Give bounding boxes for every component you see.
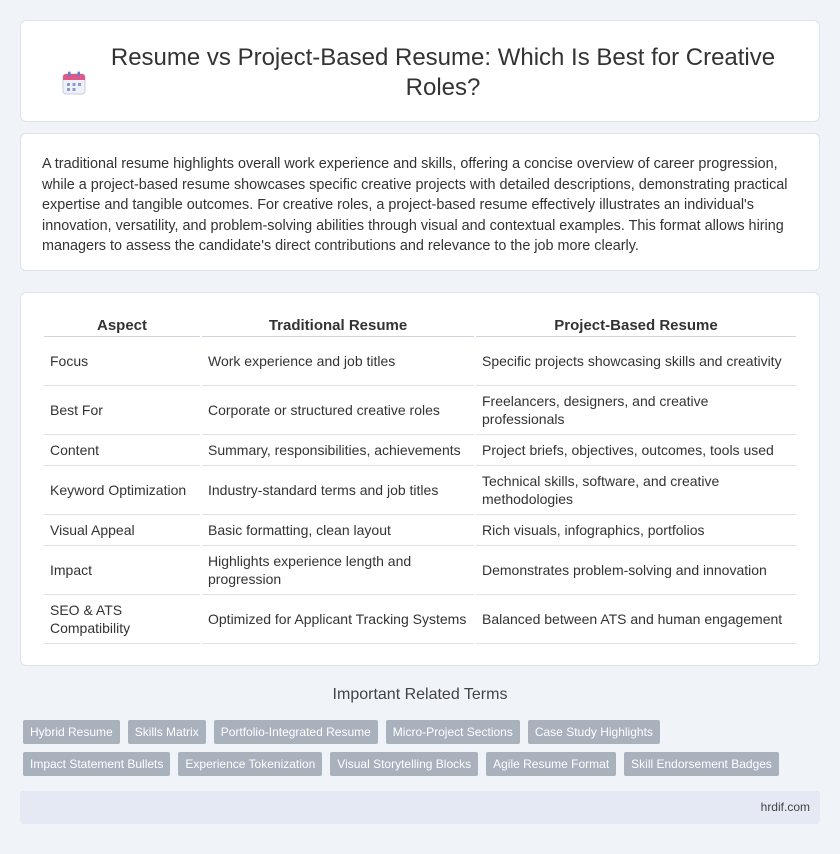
header-aspect: Aspect <box>44 315 200 337</box>
tag-experience-tokenization[interactable]: Experience Tokenization <box>178 752 322 776</box>
table-cell: Freelancers, designers, and creative professionals <box>476 386 796 435</box>
footer-site-link[interactable]: hrdif.com <box>760 800 810 814</box>
table-cell: Specific projects showcasing skills and creativity <box>476 337 796 386</box>
table-cell: Best For <box>44 386 200 435</box>
table-cell: Impact <box>44 546 200 595</box>
table-header-row <box>44 315 796 337</box>
header-traditional-resume: Traditional Resume <box>202 315 474 337</box>
tag-impact-statement-bullets[interactable]: Impact Statement Bullets <box>23 752 170 776</box>
table-cell: Keyword Optimization <box>44 466 200 515</box>
table-row <box>44 595 796 644</box>
related-terms-title: Important Related Terms <box>332 686 508 703</box>
tag-visual-storytelling-blocks[interactable]: Visual Storytelling Blocks <box>330 752 478 776</box>
tag-row <box>23 720 823 744</box>
tag-row <box>23 752 823 776</box>
table-cell: Visual Appeal <box>44 515 200 546</box>
tag-skills-matrix[interactable]: Skills Matrix <box>128 720 206 744</box>
table-cell: Industry-standard terms and job titles <box>202 466 474 515</box>
table-cell: Basic formatting, clean layout <box>202 515 474 546</box>
comparison-table-card <box>20 292 820 666</box>
table-cell: Project briefs, objectives, outcomes, tools used <box>476 435 796 466</box>
table-cell: SEO & ATS Compatibility <box>44 595 200 644</box>
table-cell: Demonstrates problem-solving and innovation <box>476 546 796 595</box>
tag-agile-resume-format[interactable]: Agile Resume Format <box>486 752 616 776</box>
table-cell: Highlights experience length and progression <box>202 546 474 595</box>
table-row <box>44 435 796 466</box>
footer <box>20 791 820 824</box>
table-row <box>44 337 796 386</box>
page-title: Resume vs Project-Based Resume: Which Is Best for Creative Roles? <box>110 44 776 101</box>
table-cell: Focus <box>44 337 200 386</box>
table-cell: Balanced between ATS and human engagement <box>476 595 796 644</box>
table-row <box>44 546 796 595</box>
table-cell: Corporate or structured creative roles <box>202 386 474 435</box>
header-project-based-resume: Project-Based Resume <box>476 315 796 337</box>
comparison-table <box>42 315 798 644</box>
tag-case-study-highlights[interactable]: Case Study Highlights <box>528 720 660 744</box>
table-cell: Optimized for Applicant Tracking Systems <box>202 595 474 644</box>
table-cell: Summary, responsibilities, achievements <box>202 435 474 466</box>
related-terms-tags <box>23 720 823 784</box>
tag-skill-endorsement-badges[interactable]: Skill Endorsement Badges <box>624 752 779 776</box>
table-cell: Content <box>44 435 200 466</box>
table-row <box>44 466 796 515</box>
intro-paragraph: A traditional resume highlights overall work experience and skills, offering a concise overview of career progression, while a project-based resume showcases specific creative projects with detailed descriptions, demonstrating practical expertise and tangible outcomes. For creative roles, a project-based resume effectively illustrates an individual's innovation, versatility, and problem-solving abilities through visual and contextual examples. This format allows hiring managers to assess the candidate's direct contributions and relevance to the job more clearly. <box>42 156 788 254</box>
title-card <box>20 20 820 122</box>
table-row <box>44 515 796 546</box>
intro-card <box>20 133 820 271</box>
table-row <box>44 386 796 435</box>
tag-hybrid-resume[interactable]: Hybrid Resume <box>23 720 120 744</box>
tag-portfolio-integrated-resume[interactable]: Portfolio-Integrated Resume <box>214 720 378 744</box>
tag-micro-project-sections[interactable]: Micro-Project Sections <box>386 720 520 744</box>
calendar-icon <box>61 70 87 96</box>
table-cell: Rich visuals, infographics, portfolios <box>476 515 796 546</box>
table-cell: Work experience and job titles <box>202 337 474 386</box>
table-cell: Technical skills, software, and creative methodologies <box>476 466 796 515</box>
